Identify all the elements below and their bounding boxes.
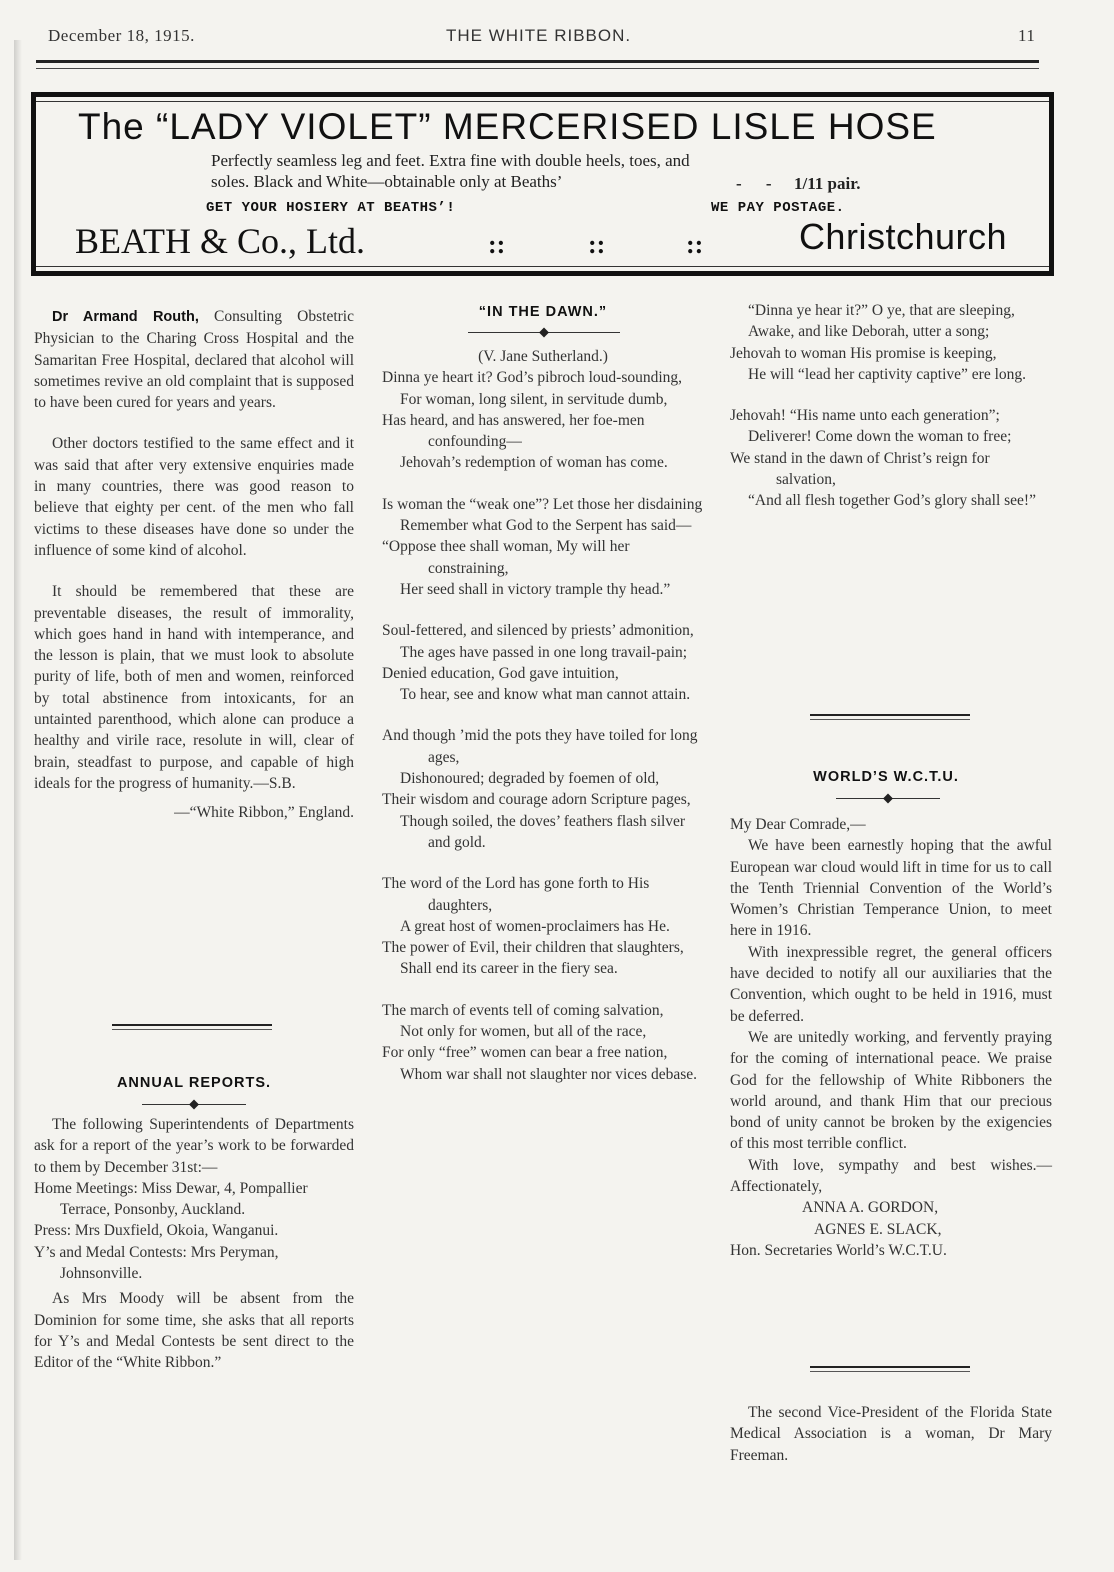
poem-line: A great host of women-proclaimers has He.	[400, 917, 670, 935]
wctu-paragraph-4: With love, sympathy and best wishes.—Affectionately,	[730, 1156, 1052, 1196]
page-edge-shadow	[14, 40, 22, 1560]
ad-dash: - -	[736, 174, 782, 193]
ad-border-bottom-inner	[36, 266, 1049, 267]
source-credit: —“White Ribbon,” England.	[174, 804, 354, 822]
poem-line: Awake, and like Deborah, utter a song;	[748, 323, 990, 341]
ad-company: BEATH & Co., Ltd.	[75, 221, 366, 261]
poem-line: The power of Evil, their children that slaughters,	[382, 939, 684, 957]
poem-stanza-4	[382, 725, 704, 853]
wctu-heading: WORLD’S W.C.T.U.	[813, 769, 959, 785]
wctu-signature-gordon: ANNA A. GORDON,	[802, 1199, 939, 1217]
poem-stanza-7	[730, 300, 1052, 385]
poem-line: The word of the Lord has gone forth to His daughters,	[382, 875, 650, 914]
poem-line: Jehovah! “His name unto each generation”;	[730, 407, 1000, 425]
poem-line: Their wisdom and courage adorn Scripture pages,	[382, 791, 691, 809]
wctu-paragraph-1: We have been earnestly hoping that the awful European war cloud would lift in time for us to call the Tenth Triennial Convention of the World’s Women’s Christian Temperance Union, to meet here in 1916.	[730, 837, 1052, 940]
poem-stanza-2	[382, 494, 704, 600]
section-divider-left	[112, 1024, 272, 1030]
poem-body	[382, 346, 704, 1105]
poem-line: Soul-fettered, and silenced by priests’ admonition,	[382, 622, 694, 640]
moody-notice: As Mrs Moody will be absent from the Dominion for some time, she asks that all reports for Y’s and Medal Contests be sent direct to the Editor of the “White Ribbon.”	[34, 1290, 354, 1372]
poem-line: The march of events tell of coming salvation,	[382, 1001, 664, 1019]
closing-note	[730, 1402, 1052, 1466]
poem-line: Not only for women, but all of the race,	[400, 1023, 647, 1041]
prevention-paragraph: It should be remembered that these are preventable diseases, the result of immorality, which goes hand in hand with intemperance, and the lesson is plain, that we must look to absolute purity of life, both of men and women, reinforced by total abstinence from intoxicants, for an untainted parenthood, which alone can produce a healthy and virile race, resolute in will, clear of brain, steadfast to purpose, and capable of high ideals for the progress of humanity.—S.B.	[34, 583, 354, 792]
poem-stanza-3	[382, 620, 704, 705]
ad-title: The “LADY VIOLET” MERCERISED LISLE HOSE	[78, 106, 937, 147]
poem-line: “Oppose thee shall woman, My will her constraining,	[382, 538, 630, 577]
routh-name: Dr Armand Routh,	[52, 309, 199, 325]
report-home-meetings: Home Meetings: Miss Dewar, 4, Pompallier Terrace, Ponsonby, Auckland.	[34, 1179, 308, 1219]
wctu-salutation: My Dear Comrade,—	[730, 816, 866, 833]
poem-line: Her seed shall in victory trample thy head.”	[400, 580, 671, 598]
poem-stanza-6	[382, 1000, 704, 1085]
poem-line: Though soiled, the doves’ feathers flash silver and gold.	[400, 812, 686, 851]
publication-title: THE WHITE RIBBON.	[446, 26, 632, 45]
poem-stanza-5	[382, 873, 704, 979]
poem-line: For only “free” women can bear a free nation,	[382, 1044, 668, 1062]
annual-reports-ornament	[142, 1104, 246, 1105]
ad-border-bottom	[36, 271, 1049, 276]
poem-line: Denied education, God gave intuition,	[382, 664, 619, 682]
poem-line: For woman, long silent, in servitude dumb,	[400, 390, 668, 408]
ad-border-top-inner	[36, 101, 1049, 102]
poem-title: “IN THE DAWN.”	[478, 304, 608, 320]
ad-separator-2: ::	[588, 230, 606, 259]
poem-line: Jehovah to woman His promise is keeping,	[730, 344, 997, 362]
poem-line: Is woman the “weak one”? Let those her disdaining	[382, 495, 703, 513]
poem-line: Has heard, and has answered, her foe-men confounding—	[382, 411, 645, 451]
poem-line: Remember what God to the Serpent has said—	[400, 517, 692, 535]
header-rule-thin	[36, 68, 1039, 69]
wctu-signature-slack: AGNES E. SLACK,	[814, 1220, 942, 1238]
ad-line-2: soles. Black and White—obtainable only at Beaths’	[211, 172, 563, 191]
poem-title-ornament	[468, 332, 620, 333]
poem-line: We stand in the dawn of Christ’s reign for salvation,	[730, 449, 990, 489]
ad-line-1: Perfectly seamless leg and feet. Extra fine with double heels, toes, and	[211, 151, 690, 170]
poem-line: Deliverer! Come down the woman to free;	[748, 428, 1012, 446]
annual-intro: The following Superintendents of Departments ask for a report of the year’s work to be forwarded to them by December 31st:—	[34, 1116, 354, 1176]
doctors-paragraph: Other doctors testified to the same effect and it was said that after very extensive enquiries made in many countries, there was good reason to believe that eighty per cent. of the men who fall victims to these diseases have done so under the influence of some kind of alcohol.	[34, 435, 354, 559]
wctu-letter	[730, 814, 1052, 1261]
ad-separator-1: ::	[488, 230, 506, 259]
report-press: Press: Mrs Duxfield, Okoia, Wanganui.	[34, 1222, 279, 1240]
ad-border-top	[36, 92, 1049, 97]
poem-line: “And all flesh together God’s glory shall see!”	[748, 492, 1036, 510]
wctu-signature-title: Hon. Secretaries World’s W.C.T.U.	[730, 1241, 947, 1259]
routh-paragraph	[34, 306, 354, 413]
poem-line: Whom war shall not slaughter nor vices debase.	[400, 1065, 697, 1083]
wctu-paragraph-2: With inexpressible regret, the general officers have decided to notify all our auxiliaries that the Convention, which ought to be held in 1916, must be deferred.	[730, 943, 1052, 1025]
annual-reports-body	[34, 1114, 354, 1374]
header-rule	[36, 60, 1039, 63]
ad-city: Christchurch	[798, 216, 1007, 257]
poem-author: (V. Jane Sutherland.)	[478, 348, 608, 365]
poem-line: Jehovah’s redemption of woman has come.	[400, 454, 668, 472]
ad-price: 1/11 pair.	[794, 174, 861, 193]
issue-date: December 18, 1915.	[48, 26, 195, 45]
wctu-paragraph-3: We are unitedly working, and fervently praying for the coming of international peace. We praise God for the fellowship of White Ribboners the world around, and thank Him that our precious bond of unity cannot be broken by the exigencies of this most terrible conflict.	[730, 1028, 1052, 1153]
ad-slogan-right: WE PAY POSTAGE.	[711, 200, 845, 216]
poem-line: Dishonoured; degraded by foemen of old,	[400, 770, 660, 788]
section-divider-right	[810, 714, 970, 720]
poem-line: He will “lead her captivity captive” ere long.	[748, 365, 1027, 383]
poem-line: “Dinna ye hear it?” O ye, that are sleeping,	[748, 302, 1015, 319]
poem-line: To hear, see and know what man cannot attain.	[400, 686, 691, 704]
ad-slogan-left: GET YOUR HOSIERY AT BEATHS’!	[206, 200, 456, 216]
annual-reports-heading: ANNUAL REPORTS.	[116, 1075, 272, 1091]
section-divider-bottom	[810, 1366, 970, 1372]
poem-line: The ages have passed in one long travail-pain;	[400, 643, 688, 661]
ad-separator-3: ::	[686, 230, 704, 259]
wctu-ornament	[836, 798, 940, 799]
florida-note: The second Vice-President of the Florida State Medical Association is a woman, Dr Mary Freeman.	[730, 1404, 1052, 1464]
column-left	[34, 306, 354, 824]
poem-continuation	[730, 300, 1052, 532]
routh-text: Consulting Obstetric Physician to the Charing Cross Hospital and the Samaritan Free Hospital, declared that alcohol will sometimes revive an old complaint that is supposed to have been cured for years and years.	[34, 308, 354, 412]
poem-line: And though ’mid the pots they have toiled for long ages,	[382, 727, 698, 766]
poem-stanza-1	[382, 367, 704, 473]
poem-stanza-8	[730, 405, 1052, 511]
poem-line: Dinna ye heart it? God’s pibroch loud-sounding,	[382, 369, 683, 387]
report-contests: Y’s and Medal Contests: Mrs Peryman, Johnsonville.	[34, 1243, 279, 1283]
beath-advertisement	[31, 92, 1054, 276]
poem-line: Shall end its career in the fiery sea.	[400, 960, 618, 978]
page-number: 11	[1018, 26, 1036, 45]
